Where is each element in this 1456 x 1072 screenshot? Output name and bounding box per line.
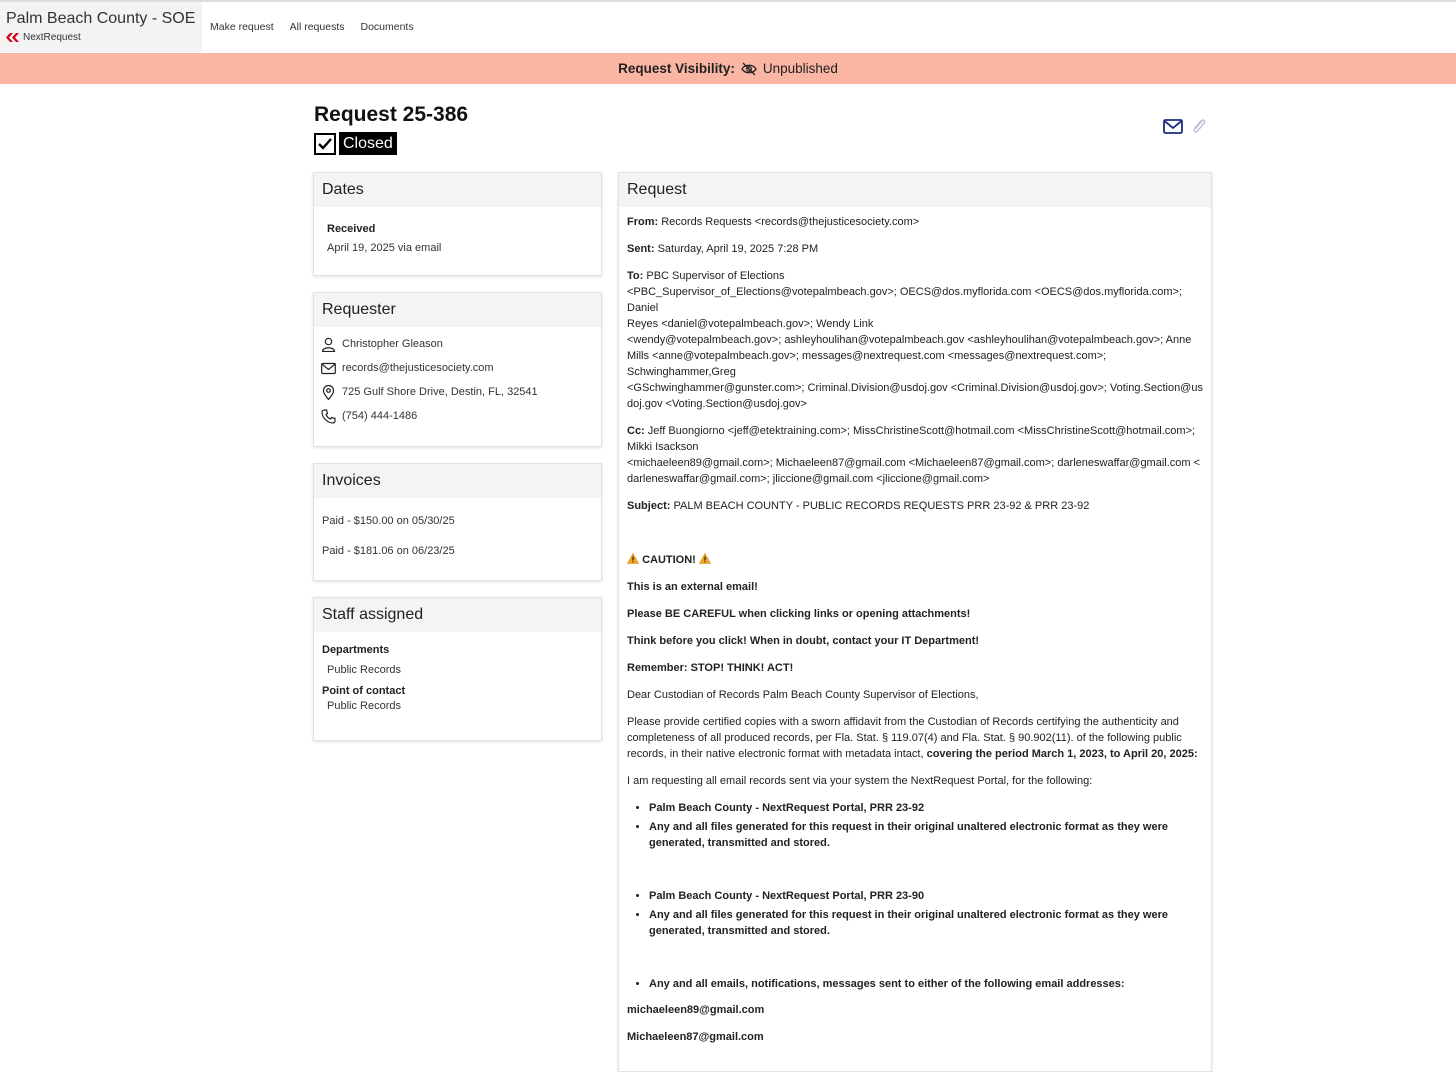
visibility-banner: [0, 53, 1456, 84]
cc-text: Mikki Isackson: [627, 441, 699, 453]
invoices-header: Invoices: [314, 464, 601, 498]
list-item: • Palm Beach County - NextRequest Portal, PRR 23-90: [649, 888, 1203, 904]
cc-label: Cc:: [627, 425, 645, 437]
top-nav: [0, 0, 1456, 52]
departments-label: Departments: [322, 644, 390, 656]
dates-header: Dates: [314, 173, 601, 207]
email-address: Michaeleen87@gmail.com: [627, 1031, 764, 1043]
poc-value: Public Records: [327, 700, 401, 712]
list-item: • Any and all emails, notifications, messages sent to either of the following email addresses:: [649, 976, 1203, 992]
nav-links: [202, 2, 414, 52]
think-warning: Think before you click! When in doubt, contact your IT Department!: [627, 635, 980, 647]
to-text: <GSchwinghammer@gunster.com>; Criminal.Division@usdoj.gov <Criminal.Division@usdoj.gov>; Voting.Section@us: [627, 382, 1203, 394]
cc-text: Jeff Buongiorno <jeff@etektraining.com>; MissChristineScott@hotmail.com <MissChristineScott@hotmail.com>;: [647, 425, 1196, 437]
list-prr-23-90: [649, 888, 1203, 939]
list-emails: [649, 976, 1203, 992]
envelope-icon[interactable]: [1163, 118, 1183, 135]
eye-slash-icon: [741, 62, 757, 76]
envelope-icon: [321, 361, 336, 376]
agency-name[interactable]: Palm Beach County - SOE: [6, 10, 196, 27]
para-certified-copies: [627, 714, 1203, 762]
subject-label: Subject:: [627, 500, 671, 512]
warning-icon: [627, 553, 639, 564]
caution-text: CAUTION!: [642, 554, 696, 566]
requester-email-row: [321, 356, 594, 380]
careful-warning: Please BE CAREFUL when clicking links or opening attachments!: [627, 608, 971, 620]
cc-line: [627, 423, 1203, 487]
person-icon: [321, 337, 336, 352]
staff-card: [313, 597, 602, 741]
invoices-card: [313, 463, 602, 581]
nextrequest-logo: [6, 32, 196, 43]
visibility-value[interactable]: Unpublished: [762, 61, 838, 76]
requester-address: 725 Gulf Shore Drive, Destin, FL, 32541: [342, 386, 538, 398]
to-text: Reyes <daniel@votepalmbeach.gov>; Wendy Link: [627, 318, 874, 330]
list-item: • Palm Beach County - NextRequest Portal, PRR 23-92: [649, 800, 1203, 816]
requester-phone-row: [321, 404, 594, 428]
list-item: • Any and all files generated for this request in their original unaltered electronic format as they were generated, transmitted and stored.: [649, 907, 1203, 939]
sent-line: [627, 241, 1203, 257]
requester-name-row: [321, 332, 594, 356]
external-warning: This is an external email!: [627, 581, 758, 593]
to-line: [627, 268, 1203, 412]
product-name: NextRequest: [23, 32, 81, 43]
nav-all-requests[interactable]: All requests: [289, 21, 345, 33]
from-line: [627, 214, 1203, 230]
requester-phone: (754) 444-1486: [342, 410, 418, 422]
para1-bold: covering the period March 1, 2023, to April 20, 2025:: [926, 748, 1198, 760]
status-badge: [314, 132, 397, 155]
paperclip-icon[interactable]: [1189, 118, 1209, 135]
request-header: Request: [619, 173, 1211, 207]
requester-name: Christopher Gleason: [342, 338, 443, 350]
status-label: Closed: [339, 132, 397, 155]
to-text: Schwinghammer,Greg: [627, 366, 736, 378]
brand[interactable]: [0, 2, 202, 52]
cc-text: <michaeleen89@gmail.com>; Michaeleen87@gmail.com <Michaeleen87@gmail.com>; darleneswaffar@gmail.com <: [627, 457, 1201, 469]
subject-value: PALM BEACH COUNTY - PUBLIC RECORDS REQUESTS PRR 23-92 & PRR 23-92: [673, 500, 1090, 512]
para-email-records: I am requesting all email records sent via your system the NextRequest Portal, for the following:: [627, 775, 1093, 787]
to-text: doj.gov <Voting.Section@usdoj.gov>: [627, 398, 807, 410]
invoice-item[interactable]: Paid - $150.00 on 05/30/25: [322, 515, 455, 527]
nav-make-request[interactable]: Make request: [210, 21, 274, 33]
request-card: [618, 172, 1212, 1072]
requester-card: [313, 292, 602, 447]
checkbox-icon: [314, 133, 336, 155]
list-item: • Any and all files generated for this request in their original unaltered electronic format as they were generated, transmitted and stored.: [649, 819, 1203, 851]
to-text: Mills <anne@votepalmbeach.gov>; messages@nextrequest.com <messages@nextrequest.com>;: [627, 350, 1107, 362]
nav-documents[interactable]: Documents: [360, 21, 414, 33]
from-label: From:: [627, 216, 659, 228]
dates-card: [313, 172, 602, 276]
to-text: <PBC_Supervisor_of_Elections@votepalmbeach.gov>; OECS@dos.myflorida.com <OECS@dos.myflorida.com>; Daniel: [627, 286, 1183, 314]
received-label: Received: [327, 223, 376, 235]
received-value: April 19, 2025 via email: [327, 242, 442, 254]
email-address: michaeleen89@gmail.com: [627, 1004, 765, 1016]
nextrequest-logo-icon: [6, 33, 19, 42]
requester-email[interactable]: records@thejusticesociety.com: [342, 362, 494, 374]
to-text: <wendy@votepalmbeach.gov>; ashleyhoulihan@votepalmbeach.gov <ashleyhoulihan@votepalmbeach.gov>; Anne: [627, 334, 1192, 346]
phone-icon: [321, 409, 336, 424]
visibility-label: Request Visibility:: [618, 61, 735, 76]
to-text: PBC Supervisor of Elections: [646, 270, 785, 282]
requester-header: Requester: [314, 293, 601, 327]
remember-warning: Remember: STOP! THINK! ACT!: [627, 662, 794, 674]
subject-line: [627, 498, 1203, 514]
sent-value: Saturday, April 19, 2025 7:28 PM: [657, 243, 819, 255]
map-pin-icon: [321, 385, 336, 400]
caution-line: [627, 552, 1203, 568]
request-body: [619, 207, 1211, 1063]
staff-header: Staff assigned: [314, 598, 601, 632]
poc-label: Point of contact: [322, 685, 406, 697]
request-actions: [1163, 118, 1209, 135]
departments-value: Public Records: [327, 664, 401, 676]
greeting: Dear Custodian of Records Palm Beach County Supervisor of Elections,: [627, 689, 979, 701]
warning-icon: [699, 553, 711, 564]
from-value: Records Requests <records@thejusticesociety.com>: [661, 216, 920, 228]
request-title: Request 25-386: [314, 103, 469, 126]
to-label: To:: [627, 270, 644, 282]
para1-text: Please provide certified copies with a sworn affidavit from the Custodian of Records certifying the authenticity and completeness of all produced records, per Fla. Stat. § 119.07(4) and Fla. Stat. § 90.902(11). of the following public records, in their native electronic format with metadata intact,: [627, 716, 1182, 760]
invoice-item[interactable]: Paid - $181.06 on 06/23/25: [322, 545, 455, 557]
requester-address-row: [321, 380, 594, 404]
list-prr-23-92: [649, 800, 1203, 851]
sent-label: Sent:: [627, 243, 655, 255]
cc-text: darleneswaffar@gmail.com>; jliccione@gmail.com <jliccione@gmail.com>: [627, 473, 990, 485]
